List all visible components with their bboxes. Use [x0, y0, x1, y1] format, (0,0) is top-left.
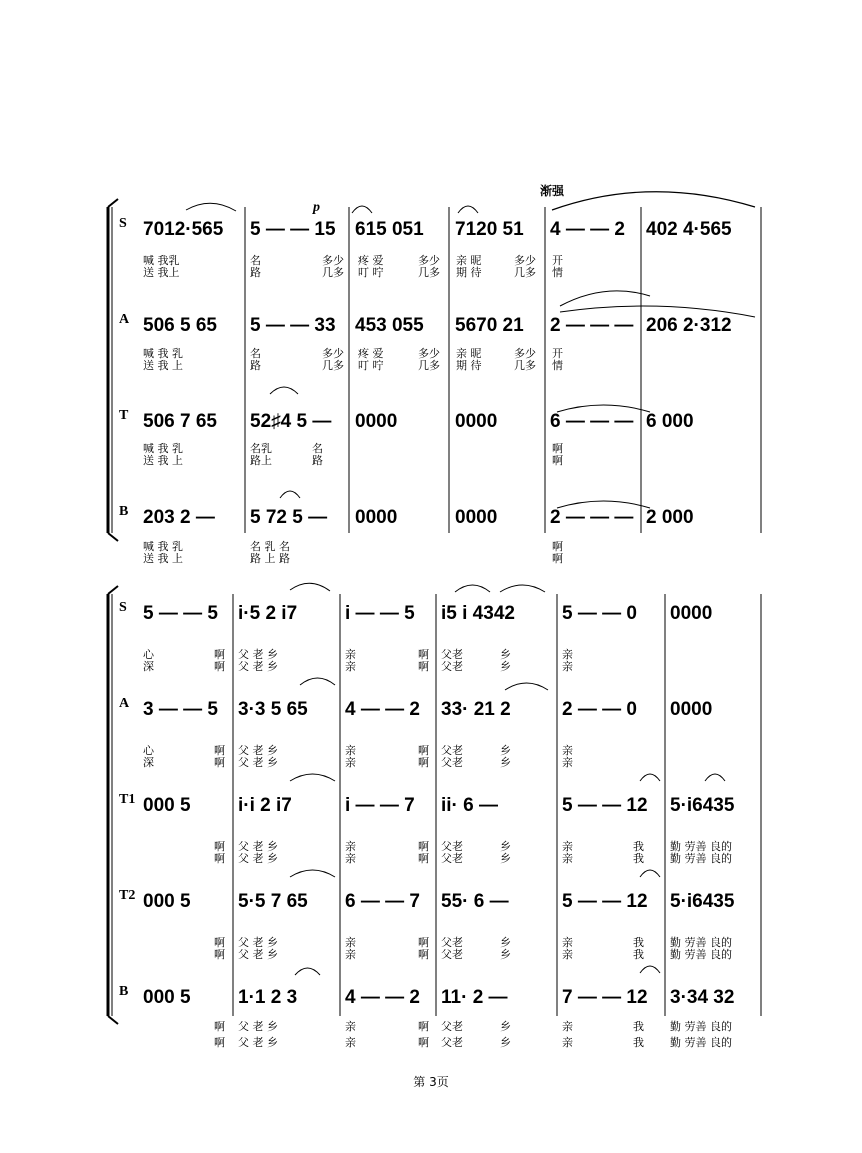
- lyric-text: 名乳: [250, 442, 272, 455]
- measure-notes: 52♯4 5 —: [250, 411, 332, 432]
- lyric-text: 我: [633, 840, 644, 853]
- measure-notes: 7012·565: [143, 219, 224, 240]
- measure-notes: 5·i6435: [670, 891, 735, 912]
- bracket-top: [108, 199, 118, 207]
- lyric-text: 亲: [345, 1020, 356, 1033]
- lyric-text: 疼 爱: [358, 254, 384, 267]
- lyric-text: 勤 劳善 良的: [670, 840, 732, 853]
- part-label: T: [119, 408, 129, 423]
- tie-slur: [290, 774, 335, 781]
- lyric-text: 父老: [441, 1020, 463, 1033]
- lyric-text: 开: [552, 254, 563, 267]
- bracket-bottom: [108, 533, 118, 541]
- lyric-text: 父老: [441, 648, 463, 661]
- lyric-text: 父 老 乡: [238, 840, 278, 853]
- lyric-text: 啊: [418, 840, 429, 853]
- lyric-text: 几多: [322, 266, 344, 279]
- lyric-text: 路: [250, 359, 261, 372]
- measure-notes: 5 72 5 —: [250, 507, 328, 528]
- lyric-text: 亲: [345, 756, 356, 769]
- lyric-text: 勤 劳善 良的: [670, 852, 732, 865]
- lyric-text: 勤 劳善 良的: [670, 948, 732, 961]
- lyric-text: 叮 咛: [358, 266, 384, 279]
- tie-slur: [640, 870, 660, 877]
- page-number: 第 3页: [413, 1075, 449, 1089]
- lyric-text: 父 老 乡: [238, 948, 278, 961]
- lyric-text: 心: [143, 744, 154, 757]
- lyric-text: 疼 爱: [358, 347, 384, 360]
- measure-notes: 615 051: [355, 219, 424, 240]
- lyric-text: 亲: [562, 936, 573, 949]
- measure-notes: 506 5 65: [143, 315, 217, 336]
- lyric-text: 亲: [562, 648, 573, 661]
- lyric-text: 父老: [441, 852, 463, 865]
- lyric-text: 亲: [345, 852, 356, 865]
- lyric-text: 几多: [514, 266, 536, 279]
- lyric-text: 啊: [418, 744, 429, 757]
- measure-notes: 5 — — 33: [250, 315, 336, 336]
- lyric-text: 喊 我 乳: [143, 442, 183, 455]
- measure-notes: i5 i 4342: [441, 603, 515, 624]
- measure-notes: 000 5: [143, 795, 191, 816]
- measure-notes: 5 — — 12: [562, 795, 648, 816]
- measure-notes: 33· 21 2: [441, 699, 511, 720]
- lyric-text: 啊: [552, 442, 563, 455]
- lyric-text: 父老: [441, 840, 463, 853]
- lyric-text: 亲: [562, 852, 573, 865]
- measure-notes: 453 055: [355, 315, 424, 336]
- measure-notes: 3 — — 5: [143, 699, 218, 720]
- measure-notes: 0000: [670, 603, 713, 624]
- lyric-text: 几多: [514, 359, 536, 372]
- measure-notes: 55· 6 —: [441, 891, 509, 912]
- measure-notes: 4 — — 2: [550, 219, 625, 240]
- lyric-text: 啊: [214, 840, 225, 853]
- lyric-text: 父 老 乡: [238, 744, 278, 757]
- lyric-text: 父老: [441, 744, 463, 757]
- measure-notes: 1·1 2 3: [238, 987, 298, 1008]
- measure-notes: 203 2 —: [143, 507, 215, 528]
- lyric-text: 啊: [214, 1036, 225, 1049]
- lyric-text: 乡: [500, 648, 511, 661]
- measure-notes: 506 7 65: [143, 411, 217, 432]
- lyric-text: 啊: [214, 936, 225, 949]
- lyric-text: 多少: [514, 254, 536, 267]
- lyric-text: 多少: [418, 254, 440, 267]
- lyric-text: 乡: [500, 936, 511, 949]
- measure-notes: 0000: [670, 699, 713, 720]
- tie-slur: [300, 678, 335, 685]
- measure-notes: 2 000: [646, 507, 694, 528]
- lyric-text: 乡: [500, 756, 511, 769]
- lyric-text: 路上: [250, 454, 272, 467]
- lyric-text: 啊: [552, 552, 563, 565]
- lyric-text: 几多: [418, 266, 440, 279]
- lyric-text: 乡: [500, 852, 511, 865]
- lyric-text: 情: [552, 266, 563, 279]
- lyric-text: 期 待: [456, 359, 482, 372]
- lyric-text: 啊: [214, 948, 225, 961]
- part-label: B: [119, 984, 129, 999]
- tie-slur: [505, 683, 548, 690]
- lyric-text: 父 老 乡: [238, 852, 278, 865]
- measure-notes: 206 2·312: [646, 315, 732, 336]
- lyric-text: 我: [633, 936, 644, 949]
- bracket-bottom: [108, 1016, 118, 1024]
- lyric-text: 乡: [500, 1020, 511, 1033]
- measure-notes: i·5 2 i7: [238, 603, 298, 624]
- lyric-text: 几多: [322, 359, 344, 372]
- lyric-text: 送 我上: [143, 266, 180, 279]
- lyric-text: 亲: [345, 936, 356, 949]
- lyric-text: 送 我 上: [143, 552, 183, 565]
- measure-notes: 5670 21: [455, 315, 524, 336]
- lyric-text: 父 老 乡: [238, 648, 278, 661]
- lyric-text: 亲: [345, 648, 356, 661]
- part-label: S: [119, 216, 127, 231]
- lyric-text: 多少: [514, 347, 536, 360]
- lyric-text: 啊: [552, 454, 563, 467]
- measure-notes: 0000: [455, 411, 498, 432]
- lyric-text: 亲 昵: [456, 254, 482, 267]
- measure-notes: 7120 51: [455, 219, 524, 240]
- lyric-text: 啊: [214, 756, 225, 769]
- tie-slur: [455, 585, 490, 592]
- measure-notes: 3·3 5 65: [238, 699, 308, 720]
- measure-notes: i — — 5: [345, 603, 415, 624]
- measure-notes: 0000: [355, 507, 398, 528]
- part-label: T2: [119, 888, 136, 903]
- part-label: A: [119, 312, 130, 327]
- lyric-text: 勤 劳善 良的: [670, 936, 732, 949]
- dynamic-marking: p: [313, 200, 320, 215]
- lyric-text: 几多: [418, 359, 440, 372]
- lyric-text: 亲: [345, 660, 356, 673]
- lyric-text: 深: [143, 756, 154, 769]
- measure-notes: 6 — — 7: [345, 891, 420, 912]
- tie-slur: [290, 583, 330, 591]
- lyric-text: 亲: [562, 744, 573, 757]
- lyric-text: 勤 劳善 良的: [670, 1036, 732, 1049]
- lyric-text: 啊: [214, 660, 225, 673]
- measure-notes: 402 4·565: [646, 219, 732, 240]
- lyric-text: 亲 昵: [456, 347, 482, 360]
- measure-notes: 11· 2 —: [441, 987, 508, 1008]
- lyric-text: 父老: [441, 1036, 463, 1049]
- measure-notes: 2 — — 0: [562, 699, 637, 720]
- measure-notes: 5·i6435: [670, 795, 735, 816]
- measure-notes: 000 5: [143, 891, 191, 912]
- measure-notes: 2 — — —: [550, 507, 634, 528]
- lyric-text: 喊 我乳: [143, 254, 180, 267]
- lyric-text: 多少: [322, 347, 344, 360]
- lyric-text: 名 乳 名: [250, 540, 290, 553]
- lyric-text: 啊: [214, 648, 225, 661]
- lyric-text: 名: [250, 254, 261, 267]
- crescendo-marking: 渐强: [540, 184, 565, 198]
- measure-notes: 3·34 32: [670, 987, 735, 1008]
- lyric-text: 亲: [345, 840, 356, 853]
- part-label: B: [119, 504, 129, 519]
- lyric-text: 我: [633, 852, 644, 865]
- tie-slur: [295, 968, 320, 975]
- lyric-text: 开: [552, 347, 563, 360]
- lyric-text: 亲: [345, 948, 356, 961]
- lyric-text: 深: [143, 660, 154, 673]
- lyric-text: 啊: [214, 1020, 225, 1033]
- lyric-text: 叮 咛: [358, 359, 384, 372]
- part-label: A: [119, 696, 130, 711]
- lyric-text: 啊: [418, 756, 429, 769]
- lyric-text: 啊: [214, 852, 225, 865]
- tie-slur: [640, 774, 660, 781]
- tie-slur: [500, 585, 545, 592]
- lyric-text: 乡: [500, 1036, 511, 1049]
- lyric-text: 父 老 乡: [238, 660, 278, 673]
- lyric-text: 亲: [562, 1020, 573, 1033]
- bracket-top: [108, 586, 118, 594]
- lyric-text: 啊: [418, 1036, 429, 1049]
- lyric-text: 乡: [500, 840, 511, 853]
- lyric-text: 啊: [418, 648, 429, 661]
- lyric-text: 亲: [562, 660, 573, 673]
- part-label: S: [119, 600, 127, 615]
- lyric-text: 路 上 路: [250, 552, 290, 565]
- measure-notes: 0000: [355, 411, 398, 432]
- lyric-text: 多少: [322, 254, 344, 267]
- lyric-text: 情: [552, 359, 563, 372]
- lyric-text: 父 老 乡: [238, 1020, 278, 1033]
- lyric-text: 父 老 乡: [238, 1036, 278, 1049]
- measure-notes: 2 — — —: [550, 315, 634, 336]
- measure-notes: 5 — — 5: [143, 603, 218, 624]
- lyric-text: 我: [633, 1036, 644, 1049]
- tie-slur: [560, 291, 650, 306]
- lyric-text: 父老: [441, 756, 463, 769]
- lyric-text: 多少: [418, 347, 440, 360]
- lyric-text: 送 我 上: [143, 359, 183, 372]
- lyric-text: 父老: [441, 660, 463, 673]
- measure-notes: 000 5: [143, 987, 191, 1008]
- lyric-text: 父老: [441, 948, 463, 961]
- lyric-text: 父 老 乡: [238, 936, 278, 949]
- lyric-text: 乡: [500, 660, 511, 673]
- lyric-text: 啊: [214, 744, 225, 757]
- tie-slur: [186, 203, 236, 211]
- lyric-text: 啊: [418, 1020, 429, 1033]
- measure-notes: 5 — — 12: [562, 891, 648, 912]
- tie-slur: [640, 966, 660, 973]
- tie-slur: [280, 491, 300, 498]
- lyric-text: 啊: [418, 936, 429, 949]
- lyric-text: 亲: [562, 840, 573, 853]
- lyric-text: 啊: [418, 852, 429, 865]
- measure-notes: ii· 6 —: [441, 795, 499, 816]
- lyric-text: 勤 劳善 良的: [670, 1020, 732, 1033]
- lyric-text: 喊 我 乳: [143, 347, 183, 360]
- lyric-text: 喊 我 乳: [143, 540, 183, 553]
- tie-slur: [290, 870, 335, 877]
- tie-slur: [352, 206, 372, 213]
- measure-notes: 4 — — 2: [345, 987, 420, 1008]
- tie-slur: [270, 387, 298, 394]
- lyric-text: 亲: [562, 948, 573, 961]
- measure-notes: 5 — — 0: [562, 603, 637, 624]
- lyric-text: 乡: [500, 948, 511, 961]
- lyric-text: 亲: [345, 1036, 356, 1049]
- part-label: T1: [119, 792, 136, 807]
- lyric-text: 名: [250, 347, 261, 360]
- tie-slur: [705, 774, 725, 781]
- measure-notes: 7 — — 12: [562, 987, 648, 1008]
- measure-notes: 6 000: [646, 411, 694, 432]
- lyric-text: 亲: [562, 1036, 573, 1049]
- lyric-text: 父 老 乡: [238, 756, 278, 769]
- measure-notes: 0000: [455, 507, 498, 528]
- lyric-text: 路: [312, 454, 323, 467]
- measure-notes: i — — 7: [345, 795, 415, 816]
- lyric-text: 名: [312, 442, 323, 455]
- crescendo-slur: [552, 192, 755, 210]
- lyric-text: 送 我 上: [143, 454, 183, 467]
- lyric-text: 期 待: [456, 266, 482, 279]
- lyric-text: 乡: [500, 744, 511, 757]
- lyric-text: 我: [633, 1020, 644, 1033]
- lyric-text: 啊: [418, 660, 429, 673]
- measure-notes: 5·5 7 65: [238, 891, 308, 912]
- tie-slur: [458, 206, 478, 213]
- lyric-text: 父老: [441, 936, 463, 949]
- measure-notes: 6 — — —: [550, 411, 634, 432]
- lyric-text: 我: [633, 948, 644, 961]
- measure-notes: 5 — — 15: [250, 219, 336, 240]
- measure-notes: 4 — — 2: [345, 699, 420, 720]
- lyric-text: 啊: [552, 540, 563, 553]
- measure-notes: i·i 2 i7: [238, 795, 292, 816]
- lyric-text: 心: [143, 648, 154, 661]
- lyric-text: 路: [250, 266, 261, 279]
- lyric-text: 亲: [562, 756, 573, 769]
- lyric-text: 啊: [418, 948, 429, 961]
- lyric-text: 亲: [345, 744, 356, 757]
